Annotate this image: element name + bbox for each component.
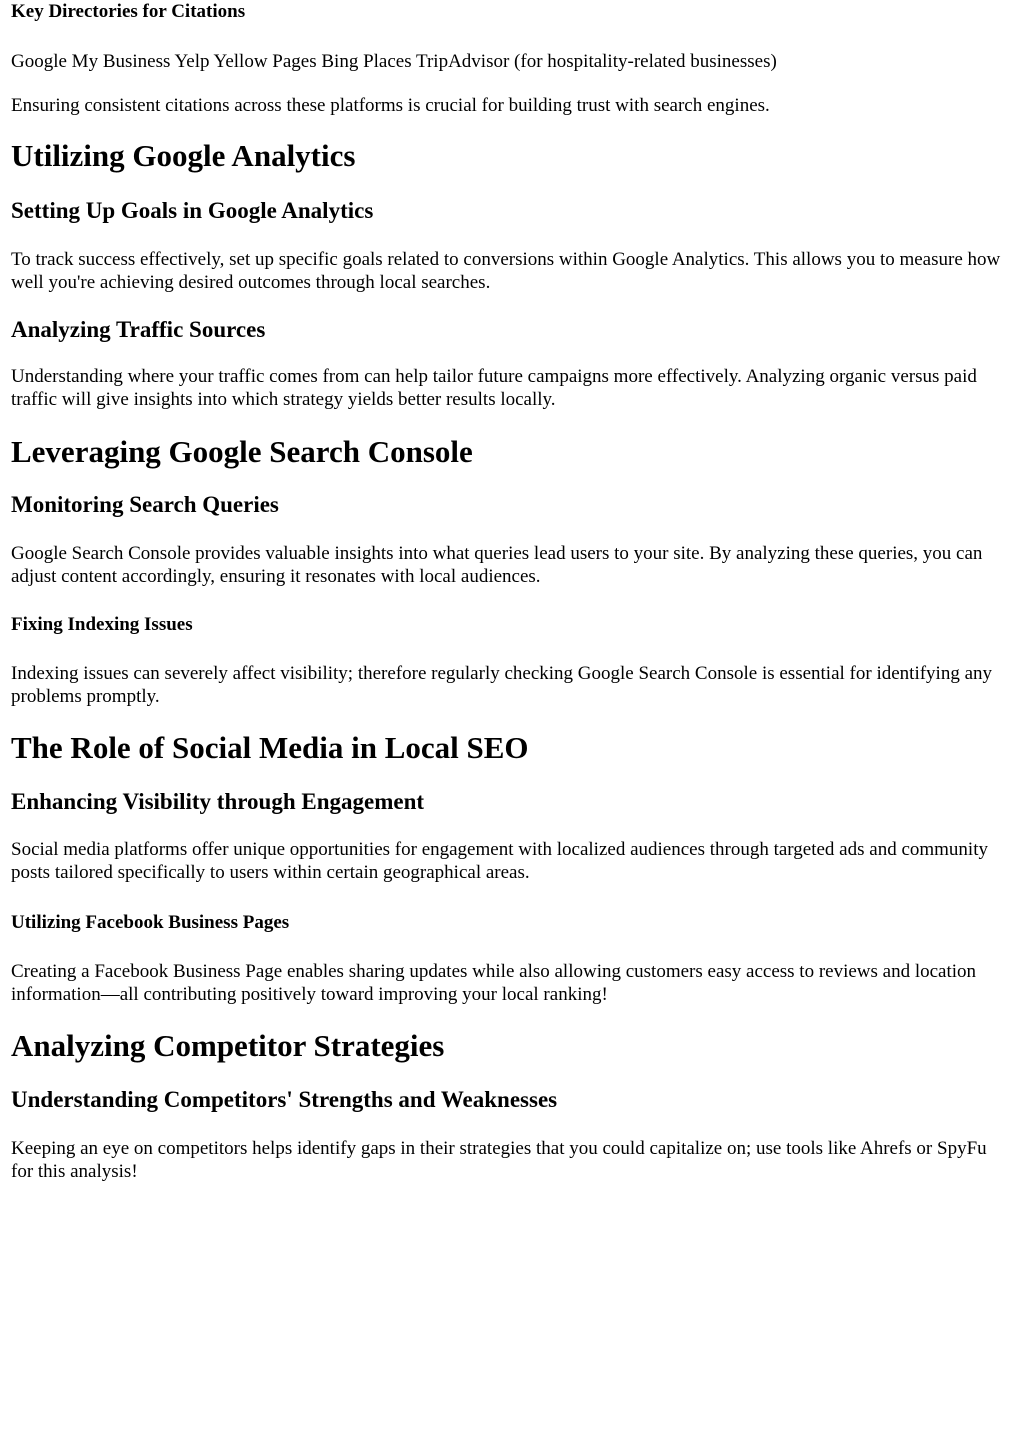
paragraph-traffic-sources: Understanding where your traffic comes from can help tailor future campaigns more effectively. Analyzing organic versus paid traffic will give insights into which strategy yields better results locally. — [11, 366, 977, 410]
heading-social-media: The Role of Social Media in Local SEO — [11, 730, 529, 765]
heading-search-console: Leveraging Google Search Console — [11, 434, 473, 469]
paragraph-search-queries: Google Search Console provides valuable insights into what queries lead users to your site. By analyzing these queries, you can adjust content accordingly, ensuring it resonates with local audiences. — [11, 543, 983, 587]
paragraph-visibility-engagement: Social media platforms offer unique opportunities for engagement with localized audiences through targeted ads and community posts tailored specifically to users within certain geographical areas. — [11, 839, 988, 883]
heading-facebook-pages: Utilizing Facebook Business Pages — [11, 912, 290, 933]
paragraph-consistent-citations: Ensuring consistent citations across these platforms is crucial for building trust with search engines. — [11, 95, 770, 116]
paragraph-directory-list: Google My Business Yelp Yellow Pages Bing Places TripAdvisor (for hospitality-related businesses) — [11, 51, 777, 72]
heading-traffic-sources: Analyzing Traffic Sources — [11, 317, 266, 342]
heading-indexing-issues: Fixing Indexing Issues — [11, 614, 193, 635]
paragraph-indexing-issues: Indexing issues can severely affect visibility; therefore regularly checking Google Search Console is essential for identifying any problems promptly. — [11, 663, 993, 707]
paragraph-facebook-pages: Creating a Facebook Business Page enables sharing updates while also allowing customers easy access to reviews and location information—all contributing positively toward improving your local ranking! — [11, 961, 977, 1005]
heading-google-analytics: Utilizing Google Analytics — [11, 138, 356, 173]
heading-key-directories: Key Directories for Citations — [11, 1, 246, 22]
heading-competitor-strengths: Understanding Competitors' Strengths and Weaknesses — [11, 1087, 558, 1112]
heading-search-queries: Monitoring Search Queries — [11, 492, 279, 517]
heading-setting-up-goals: Setting Up Goals in Google Analytics — [11, 198, 374, 223]
paragraph-setting-up-goals: To track success effectively, set up specific goals related to conversions within Google Analytics. This allows you to measure how well you're achieving desired outcomes through local searches. — [11, 249, 1001, 293]
heading-visibility-engagement: Enhancing Visibility through Engagement — [11, 789, 425, 814]
heading-competitor-strategies: Analyzing Competitor Strategies — [11, 1028, 445, 1063]
paragraph-competitor-strengths: Keeping an eye on competitors helps identify gaps in their strategies that you could capitalize on; use tools like Ahrefs or SpyFu for this analysis! — [11, 1138, 987, 1182]
